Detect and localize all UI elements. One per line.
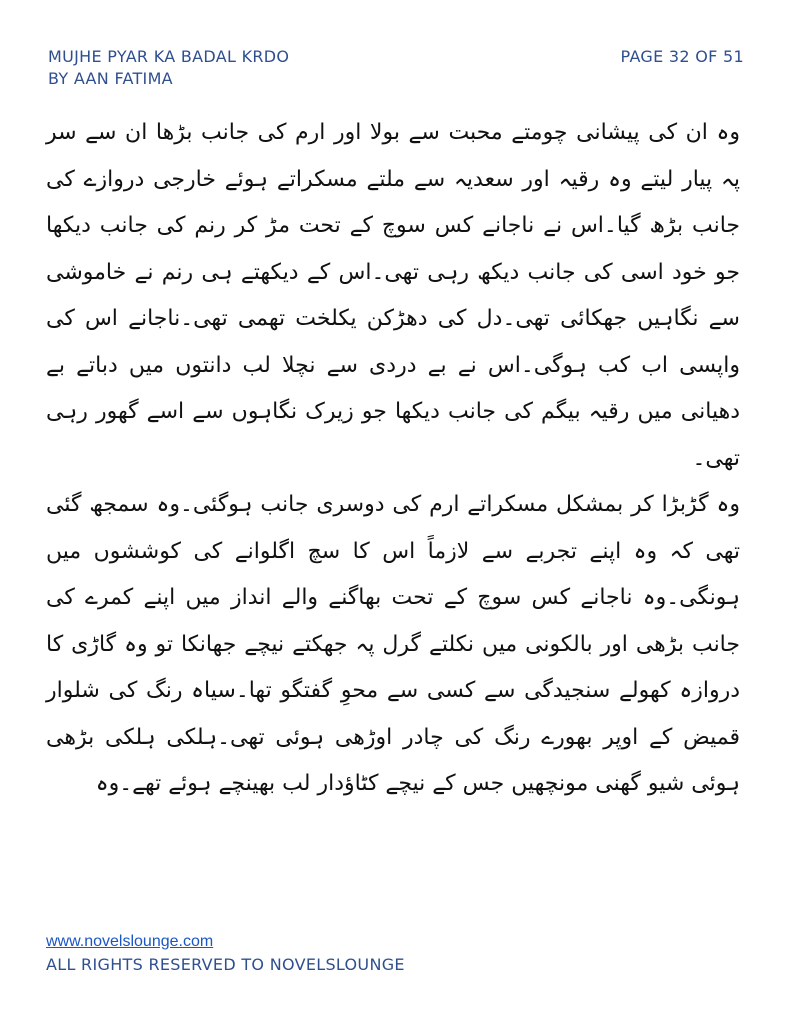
- website-link[interactable]: www.novelslounge.com: [46, 933, 214, 950]
- novel-title: MUJHE PYAR KA BADAL KRDO: [48, 47, 290, 66]
- body-paragraph-2: وہ گڑبڑا کر بمشکل مسکراتے ارم کی دوسری جانب ہوگئی۔وہ سمجھ گئی تھی کہ وہ اپنے تجربے سے لازماً اس کا سچ اگلوانے کی کوششوں میں ہونگی۔وہ ناجانے کس سوچ کے تحت بھاگنے والے انداز میں اپنے کمرے کی جانب بڑھی اور بالکونی میں نکلتے گرل پہ جھکتے نیچے جھانکا تو وہ گاڑی کا دروازہ کھولے سنجیدگی سے کسی سے محوِ گفتگو تھا۔سیاہ رنگ کی شلوار قمیض کے اوپر بھورے رنگ کی چادر اوڑھی ہوئی تھی۔ہلکی ہلکی بڑھی ہوئی شیو گھنی مونچھیں جس کے نیچے کٹاؤدار لب بھینچے ہوئے تھے۔وہ: [46, 492, 740, 796]
- document-body: [46, 110, 740, 808]
- document-footer: [46, 932, 405, 976]
- body-paragraph-1: وہ ان کی پیشانی چومتے محبت سے بولا اور ارم کی جانب بڑھا ان سے سر پہ پیار لیتے وہ رقیہ اور سعدیہ سے ملتے مسکراتے ہوئے خارجی دروازے کی جانب بڑھ گیا۔اس نے ناجانے کس سوچ کے تحت مڑ کر رنم کی جانب دیکھا جو خود اسی کی جانب دیکھ رہی تھی۔اس کے دیکھتے ہی رنم نے خاموشی سے نگاہیں جھکائی تھی۔دل کی دھڑکن یکلخت تھمی تھی۔ناجانے اس کی واپسی اب کب ہوگی۔اس نے بے دردی سے نچلا لب دانتوں میں دباتے بے دھیانی میں رقیہ بیگم کی جانب دیکھا جو زیرک نگاہوں سے اسے گھور رہی تھی۔: [46, 120, 740, 471]
- page-indicator: PAGE 32 OF 51: [620, 47, 744, 66]
- rights-notice: ALL RIGHTS RESERVED TO NOVELSLOUNGE: [46, 955, 405, 974]
- document-header-left: [48, 46, 289, 90]
- author-name: BY AAN FATIMA: [48, 69, 173, 88]
